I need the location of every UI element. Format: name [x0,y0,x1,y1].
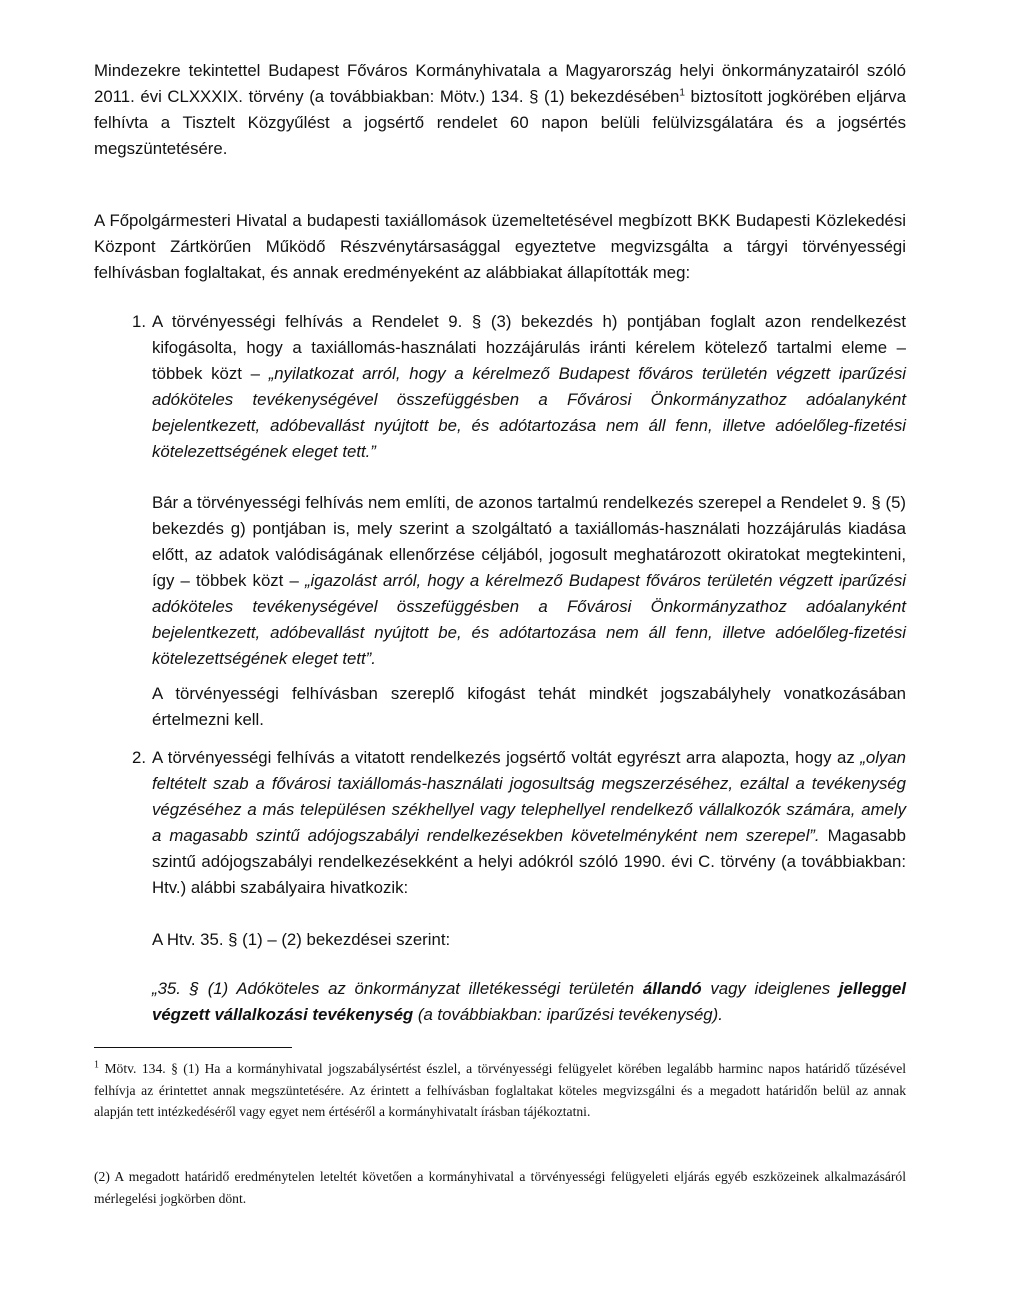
item-2-number: 2. [132,748,146,767]
item-1-para2-quote: „igazolást arról, hogy a kérelmező Budapest főváros területén végzett iparűzési adóköteles tevékenységével összefüggésben a Fővárosi Önkormányzathoz adóalanyként bejelentkezett, adóbevallást nyújtott be, és adótartozása nem áll fenn, illetve adóelőleg-fizetési kötelezettségének eleget tett”. [152,571,907,668]
findings-paragraph: A Főpolgármesteri Hivatal a budapesti taxiállomások üzemeltetésével megbízott BKK Budapesti Közlekedési Központ Zártkörűen Működő Részvénytársasággal egyeztetve megvizsgálta a tárgyi törvényességi felhívásban foglaltakat, és annak eredményeként az alábbiakat állapították meg: [94,211,906,282]
item-2-paragraph [152,745,906,901]
law-quote-bold-a: állandó [642,979,702,998]
footnote-2: (2) A megadott határidő eredménytelen leteltét követően a kormányhivatal a törvényességi felügyeleti eljárás egyéb eszközeinek alkalmazásáról mérlegelési jogkörben dönt. [94,1169,906,1206]
intro-text-rest: biztosított jogkörében eljárva felhívta a Tisztelt Közgyűlést a jogsértő rendelet 60 napon belüli felülvizsgálatára és a jogsértés megszüntetésére. [94,87,906,158]
item-1-quote: „nyilatkozat arról, hogy a kérelmező Budapest főváros területén végzett iparűzési adóköteles tevékenységével összefüggésben a Fővárosi Önkormányzathoz adóalanyként bejelentkezett, adóbevallást nyújtott be, és adótartozása nem áll fenn, illetve adóelőleg-fizetési kötelezettségének eleget tett.” [152,364,906,461]
item-1-number: 1. [132,312,146,331]
law-quote-bold-b: jelleggel végzett vállalkozási tevékenység [152,979,906,1024]
item-2-rest: Magasabb szintű adójogszabályi rendelkezésekként a helyi adókról szóló 1990. évi C. törvény (a továbbiakban: Htv.) alábbi szabályaira hivatkozik: [152,826,907,897]
item-2-quote: „olyan feltételt szab a fővárosi taxiállomás-használati jogosultság megszerzéséhez, ezáltal a tevékenység végzéséhez a más településen székhellyel vagy telephellyel rendelkező vállalkozók számára, amely a magasabb szintű adójogszabályi rendelkezésekben követelményként nem szerepel”. [152,748,906,845]
footnote-ref: 1 [679,87,685,99]
law-quote-part-a: „35. § (1) Adóköteles az önkormányzat illetékességi területén [152,979,643,998]
law-quote-part-c: vagy ideiglenes [701,979,839,998]
intro-text: Mindezekre tekintettel Budapest Főváros Kormányhivatala a Magyarország helyi önkormányzatairól szóló 2011. évi CLXXXIX. törvény (a továbbiakban: Mötv.) 134. § (1) bekezdésében [94,61,906,106]
item-1-para2-intro: Bár a törvényességi felhívás nem említi, de azonos tartalmú rendelkezés szerepel a Rendelet 9. § (5) bekezdés g) pontjában is, mely szerint a szolgáltató a taxiállomás-használati hozzájárulás kiadása előtt, az adatok valódiságának ellenőrzése céljából, jogosult meghatározott okiratokat megtekinteni, így – többek közt – [152,493,906,590]
item-1-paragraph [152,309,906,465]
footnote-1-text: Mötv. 134. § (1) Ha a kormányhivatal jogszabálysértést észlel, a törvényességi felügyelet körében legalább harminc napos határidő tűzésével felhívja az érintettet annak megszüntetésére. Az érintett a felhívásban foglaltakat köteles megvizsgálni és a megadott határidőn belül az annak alapján tett intézkedéséről vagy egyet nem értéséről a kormányhivatalt írásban tájékoztatni. [94,1061,906,1119]
law-quote [152,976,906,1028]
item-1-paragraph-3: A törvényességi felhívásban szereplő kifogást tehát mindkét jogszabályhely vonatkozásában értelmezni kell. [152,684,906,729]
item-2-intro: A törvényességi felhívás a vitatott rendelkezés jogsértő voltát egyrészt arra alapozta, hogy az [152,748,861,767]
footnote-divider [94,1047,292,1048]
item-1-paragraph-2 [152,490,906,672]
footnote-1 [94,1058,906,1123]
item-1-intro: A törvényességi felhívás a Rendelet 9. § (3) bekezdés h) pontjában foglalt azon rendelkezést kifogásolta, hogy a taxiállomás-használati hozzájárulás iránti kérelem kötelező tartalmi eleme – többek közt – [152,312,906,383]
intro-paragraph [94,58,906,162]
footnote-marker: 1 [94,1059,99,1071]
htv-heading: A Htv. 35. § (1) – (2) bekezdései szerint: [152,930,451,949]
law-quote-part-e: (a továbbiakban: iparűzési tevékenység). [413,1005,723,1024]
